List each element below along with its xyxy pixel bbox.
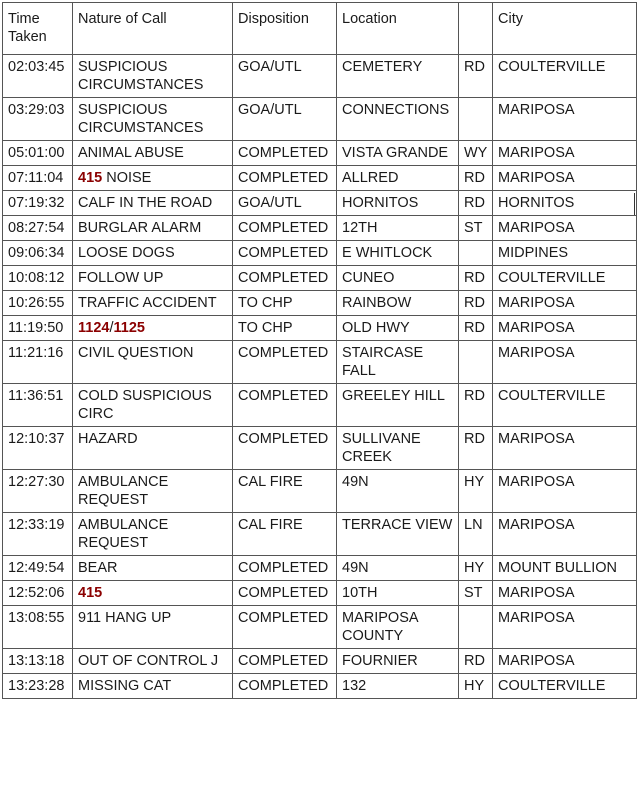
location-cell: 12TH [337,216,459,241]
nature-text: FOLLOW UP [78,270,164,286]
table-row [3,427,637,470]
suffix-cell [459,606,493,649]
nature-cell [73,581,233,606]
city-cell: MARIPOSA [493,166,637,191]
city-cell: MARIPOSA [493,470,637,513]
city-cell: COULTERVILLE [493,384,637,427]
table-row [3,191,637,216]
city-cell: HORNITOS [493,191,637,216]
time-cell: 10:26:55 [3,291,73,316]
time-cell: 07:11:04 [3,166,73,191]
location-cell: VISTA GRANDE [337,141,459,166]
nature-text: AMBULANCE REQUEST [78,517,169,551]
header-disposition: Disposition [233,3,337,55]
nature-text: 911 HANG UP [78,610,172,626]
city-cell: MARIPOSA [493,581,637,606]
location-cell: 132 [337,674,459,699]
time-cell: 08:27:54 [3,216,73,241]
disposition-cell: COMPLETED [233,427,337,470]
nature-cell [73,556,233,581]
suffix-cell: WY [459,141,493,166]
table-row [3,470,637,513]
city-cell: COULTERVILLE [493,266,637,291]
suffix-cell: LN [459,513,493,556]
time-cell: 12:33:19 [3,513,73,556]
table-row [3,266,637,291]
time-cell: 11:19:50 [3,316,73,341]
nature-text: LOOSE DOGS [78,245,175,261]
time-cell: 10:08:12 [3,266,73,291]
city-cell: MARIPOSA [493,513,637,556]
nature-text: TRAFFIC ACCIDENT [78,295,217,311]
table-row [3,341,637,384]
location-cell: SULLIVANE CREEK [337,427,459,470]
call-code: 1124 [78,320,110,336]
location-cell: STAIRCASE FALL [337,341,459,384]
disposition-cell: COMPLETED [233,581,337,606]
location-cell: 49N [337,556,459,581]
city-cell: MARIPOSA [493,316,637,341]
table-row [3,556,637,581]
location-cell: E WHITLOCK [337,241,459,266]
location-cell: 49N [337,470,459,513]
time-cell: 11:36:51 [3,384,73,427]
city-cell: MARIPOSA [493,341,637,384]
table-row [3,141,637,166]
suffix-cell: RD [459,649,493,674]
suffix-cell: HY [459,470,493,513]
table-row [3,674,637,699]
city-cell: MARIPOSA [493,649,637,674]
disposition-cell: GOA/UTL [233,98,337,141]
suffix-cell [459,98,493,141]
disposition-cell: COMPLETED [233,266,337,291]
time-cell: 13:23:28 [3,674,73,699]
disposition-cell: COMPLETED [233,674,337,699]
nature-cell [73,470,233,513]
disposition-cell: TO CHP [233,291,337,316]
table-row [3,581,637,606]
nature-cell [73,241,233,266]
location-cell: ALLRED [337,166,459,191]
header-city: City [493,3,637,55]
time-cell: 05:01:00 [3,141,73,166]
location-cell: OLD HWY [337,316,459,341]
location-cell: GREELEY HILL [337,384,459,427]
disposition-cell: GOA/UTL [233,191,337,216]
nature-cell [73,341,233,384]
disposition-cell: COMPLETED [233,384,337,427]
nature-cell [73,674,233,699]
location-cell: CONNECTIONS [337,98,459,141]
header-time: Time Taken [3,3,73,55]
table-row [3,606,637,649]
nature-cell: 1124/1125 [73,316,233,341]
city-cell: MOUNT BULLION [493,556,637,581]
nature-cell [73,291,233,316]
city-cell: MARIPOSA [493,427,637,470]
call-code: 415 [78,585,103,601]
suffix-cell: RD [459,384,493,427]
city-cell: MARIPOSA [493,141,637,166]
city-cell: MIDPINES [493,241,637,266]
nature-text: OUT OF CONTROL J [78,653,219,669]
table-row [3,649,637,674]
header-row [3,3,637,55]
table-row [3,241,637,266]
disposition-cell: TO CHP [233,316,337,341]
nature-cell [73,649,233,674]
nature-text: SUSPICIOUS CIRCUMSTANCES [78,59,204,93]
suffix-cell: ST [459,581,493,606]
time-cell: 13:13:18 [3,649,73,674]
nature-text: NOISE [102,170,152,186]
table-row [3,384,637,427]
suffix-cell [459,241,493,266]
suffix-cell: RD [459,191,493,216]
city-cell: COULTERVILLE [493,55,637,98]
suffix-cell [459,341,493,384]
location-cell: CEMETERY [337,55,459,98]
time-cell: 03:29:03 [3,98,73,141]
city-cell: MARIPOSA [493,216,637,241]
time-cell: 12:10:37 [3,427,73,470]
table-row [3,291,637,316]
nature-cell [73,141,233,166]
location-cell: RAINBOW [337,291,459,316]
header-location: Location [337,3,459,55]
time-cell: 12:27:30 [3,470,73,513]
suffix-cell: HY [459,674,493,699]
location-cell: 10TH [337,581,459,606]
nature-cell [73,216,233,241]
city-cell: MARIPOSA [493,291,637,316]
disposition-cell: CAL FIRE [233,513,337,556]
nature-text: SUSPICIOUS CIRCUMSTANCES [78,102,204,136]
time-cell: 11:21:16 [3,341,73,384]
nature-cell [73,384,233,427]
call-code-secondary: 1125 [113,320,145,336]
suffix-cell: RD [459,291,493,316]
suffix-cell: RD [459,166,493,191]
call-log-table [2,2,637,699]
city-cell: MARIPOSA [493,606,637,649]
suffix-cell: ST [459,216,493,241]
table-row [3,216,637,241]
time-cell: 09:06:34 [3,241,73,266]
disposition-cell: COMPLETED [233,606,337,649]
suffix-cell: RD [459,266,493,291]
table-row [3,55,637,98]
nature-text: BEAR [78,560,118,576]
disposition-cell: COMPLETED [233,241,337,266]
nature-text: COLD SUSPICIOUS CIRC [78,388,212,422]
nature-cell [73,191,233,216]
table-row [3,513,637,556]
suffix-cell: RD [459,427,493,470]
disposition-cell: GOA/UTL [233,55,337,98]
disposition-cell: COMPLETED [233,141,337,166]
disposition-cell: COMPLETED [233,341,337,384]
disposition-cell: COMPLETED [233,216,337,241]
disposition-cell: CAL FIRE [233,470,337,513]
header-suffix [459,3,493,55]
nature-cell [73,166,233,191]
header-nature: Nature of Call [73,3,233,55]
nature-cell [73,98,233,141]
time-cell: 13:08:55 [3,606,73,649]
nature-text: ANIMAL ABUSE [78,145,184,161]
call-code: 415 [78,170,103,186]
nature-cell [73,55,233,98]
nature-text: AMBULANCE REQUEST [78,474,169,508]
nature-text: MISSING CAT [78,678,172,694]
location-cell: TERRACE VIEW [337,513,459,556]
disposition-cell: COMPLETED [233,166,337,191]
location-cell: CUNEO [337,266,459,291]
nature-cell [73,513,233,556]
nature-text: BURGLAR ALARM [78,220,202,236]
location-cell: HORNITOS [337,191,459,216]
time-cell: 12:49:54 [3,556,73,581]
location-cell: FOURNIER [337,649,459,674]
nature-cell [73,427,233,470]
nature-text: HAZARD [78,431,138,447]
nature-cell [73,266,233,291]
time-cell: 12:52:06 [3,581,73,606]
text-cursor-mark [634,193,635,215]
nature-cell [73,606,233,649]
time-cell: 02:03:45 [3,55,73,98]
suffix-cell: RD [459,55,493,98]
time-cell: 07:19:32 [3,191,73,216]
city-cell: COULTERVILLE [493,674,637,699]
disposition-cell: COMPLETED [233,649,337,674]
table-row [3,316,637,341]
location-cell: MARIPOSA COUNTY [337,606,459,649]
nature-text: CIVIL QUESTION [78,345,194,361]
city-cell: MARIPOSA [493,98,637,141]
table-row [3,166,637,191]
disposition-cell: COMPLETED [233,556,337,581]
suffix-cell: HY [459,556,493,581]
table-row [3,98,637,141]
suffix-cell: RD [459,316,493,341]
nature-text: CALF IN THE ROAD [78,195,213,211]
